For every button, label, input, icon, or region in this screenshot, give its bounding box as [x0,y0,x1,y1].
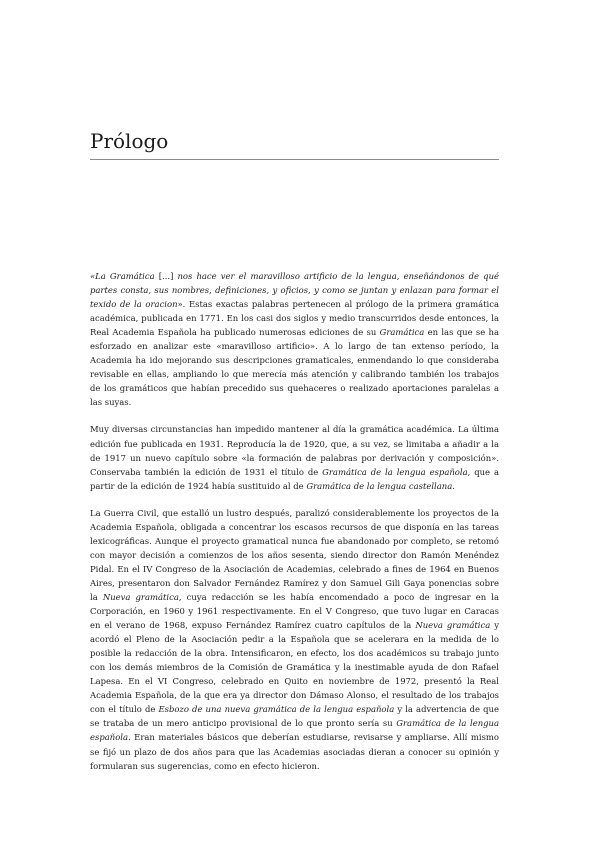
italic-text: Gramática de la lengua española [90,718,499,743]
paragraph-3 [90,506,499,773]
paragraph-1 [90,269,499,409]
text-run: en las que se ha esforzado en analizar este «maravilloso artificio». A lo largo de tan extenso período, la Academia ha ido mejorando sus descripciones gramaticales, enmendando lo que consideraba revisable en ellas, ampliando lo que merecía más atención y calibrando también los trabajos de los gramáticos que habían precedido sus quehaceres o realizado aportaciones paralelas a las suyas. [90,327,499,408]
text-run: . [452,480,455,491]
italic-text: Nueva gramática [102,591,179,602]
text-run: , que a partir de la edición de 1924 había sustituido al de [90,466,499,491]
italic-text: Nueva gramática [415,620,491,631]
italic-text: Gramática de la lengua española [322,466,468,477]
body-text [90,269,499,773]
text-run: La Guerra Civil, que estalló un lustro después, paralizó considerablemente los proyectos de la Academia Española, obligada a concentrar los escasos recursos de que disponía en las tareas lexicográficas. Aunque el proyecto gramatical nunca fue abandonado por completo, se retomó con mayor decisión a comienzos de los años sesenta, siendo director don Ramón Menéndez Pidal. En el IV Congreso de la Asociación de Academias, celebrado a fines de 1964 en Buenos Aires, presentaron don Salvador Fernández Ramírez y don Samuel Gili Gaya ponencias sobre la [90,507,499,602]
page-title: Prólogo [90,129,169,153]
text-run: [...] [154,271,178,281]
text-run: y acordó el Pleno de la Asociación pedir a la Española que se acelerara en la medida de lo posible la redacción de la obra. Intensificaron, en efecto, los dos académicos su trabajo junto con los demás miembros de la Comisión de Gramática y la inestimable ayuda de don Rafael Lapesa. En el VI Congreso, celebrado en Quito en noviembre de 1972, presentó la Real Academia Española, de la que era ya director don Dámaso Alonso, el resultado de los trabajos con el título de [90,620,499,715]
italic-text: Esbozo de una nueva gramática de la lengua española [158,704,395,715]
text-run: y la advertencia de que se trataba de un mero anticipo provisional de lo que pronto sería su [90,704,499,729]
italic-text: «La [90,271,110,281]
text-run: , cuya redacción se les había encomendado a poco de ingresar en la Corporación, en 1960 y 1961 respectivamente. En el V Congreso, que tuvo lugar en Caracas en el verano de 1968, expuso Fernández Ramírez cuatro capítulos de la [90,591,500,631]
italic-text: nos hace ver el maravilloso artificio de la lengua, enseñándonos de qué partes consta, sus nombres, definiciones, y oficios, y como se juntan y enlazan para formar el texido de la oracion [90,271,499,310]
text-run: Muy diversas circunstancias han impedido mantener al día la gramática académica. La última edición fue publicada en 1931. Reproducía la de 1920, que, a su vez, se limitaba a añadir a la de 1917 un nuevo capítulo sobre «la formación de palabras por derivación y composición». Conservaba también la edición de 1931 el título de [90,424,499,477]
title-divider [90,159,499,160]
italic-text: Gramática [379,327,425,338]
paragraph-2 [90,422,499,492]
text-run: . Eran materiales básicos que deberían estudiarse, revisarse y ampliarse. Allí mismo se fijó un plazo de dos años para que las Academias asociadas dieran a conocer su opinión y formularan sus sugerencias, como en efecto hicieron. [90,732,499,771]
italic-text: Gramática [109,271,155,281]
text-run: ». Estas exactas palabras pertenecen al prólogo de la primera gramática académica, publicada en 1771. En los casi dos siglos y medio transcurridos desde entonces, la Real Academia Española ha publicado numerosas ediciones de su [90,299,499,338]
italic-text: Gramática de la lengua castellana [306,480,453,491]
